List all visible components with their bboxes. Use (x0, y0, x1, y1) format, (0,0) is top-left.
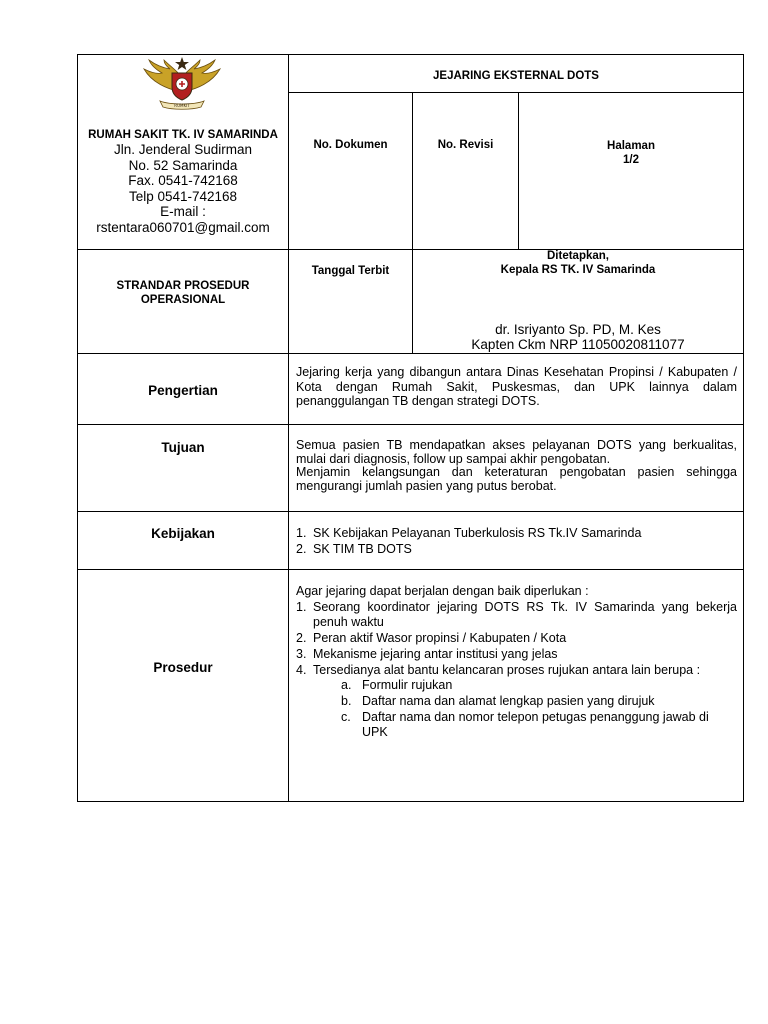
page-label: Halaman (607, 140, 655, 152)
list-item (290, 542, 737, 558)
org-address (78, 142, 288, 235)
set-by-title: Kepala RS TK. IV Samarinda (500, 264, 656, 276)
list-item (290, 710, 737, 741)
email-address: rstentara060701@gmail.com (96, 219, 270, 235)
list-item-text: Tersedianya alat bantu kelancaran proses rujukan antara lain berupa : (313, 662, 701, 677)
logo-caption: RUMKIT (174, 103, 190, 108)
issue-date-label: Tanggal Terbit (311, 265, 390, 277)
address-line: Fax. 0541-742168 (128, 173, 238, 188)
section-text-tujuan (296, 439, 737, 493)
section-text-pengertian: Jejaring kerja yang dibangun antara Dinas Kesehatan Propinsi / Kabupaten / Kota dengan Rumah Sakit, Puskesmas, dan UPK lainnya dalam penanggulangan TB dengan strategi DOTS. (296, 365, 737, 408)
kebijakan-list (290, 526, 737, 557)
list-item (290, 678, 737, 694)
document-title: JEJARING EKSTERNAL DOTS (433, 70, 599, 82)
page-info (519, 139, 743, 167)
list-item (290, 600, 737, 631)
list-item-text: Daftar nama dan alamat lengkap pasien yang dirujuk (362, 693, 655, 708)
list-marker: 1. (296, 599, 307, 614)
list-marker: 2. (296, 541, 307, 556)
list-marker: 1. (296, 526, 307, 540)
table-divider-row3 (77, 424, 744, 425)
list-item-text: Mekanisme jejaring antar institusi yang jelas (313, 646, 558, 661)
prosedur-content (290, 584, 737, 741)
list-marker: a. (341, 678, 352, 693)
tujuan-paragraph: Semua pasien TB mendapatkan akses pelayanan DOTS yang berkualitas, mulai dari diagnosis, follow up sampai akhir pengobatan. (296, 438, 737, 466)
tujuan-paragraph: Menjamin kelangsungan dan keteraturan pengobatan pasien sehingga mengurangi jumlah pasien yang putus berobat. (296, 465, 737, 493)
address-line: Telp 0541-742168 (128, 188, 238, 204)
prosedur-sublist (290, 678, 737, 741)
list-item (290, 694, 737, 710)
table-divider-row4 (77, 511, 744, 512)
table-divider-main (288, 54, 289, 802)
list-marker: 2. (296, 631, 307, 646)
list-item (290, 663, 737, 679)
list-item-text: Daftar nama dan nomor telepon petugas penanggung jawab di UPK (362, 709, 709, 740)
table-divider-col2 (412, 92, 413, 353)
list-item-text: SK Kebijakan Pelayanan Tuberkulosis RS Tk.IV Samarinda (313, 526, 642, 540)
prosedur-intro: Agar jejaring dapat berjalan dengan baik diperlukan : (296, 584, 589, 598)
section-label-prosedur: Prosedur (153, 660, 213, 675)
table-divider-row2 (77, 353, 744, 354)
table-border-bottom (77, 801, 744, 802)
table-divider-row5 (77, 569, 744, 570)
section-label-kebijakan: Kebijakan (151, 526, 215, 541)
org-info (78, 128, 288, 235)
list-item (290, 526, 737, 542)
list-marker: 3. (296, 646, 307, 661)
page-value: 1/2 (623, 154, 639, 166)
list-item (290, 631, 737, 647)
sop-label-line: OPERASIONAL (140, 294, 226, 306)
list-item (290, 647, 737, 663)
section-label-tujuan: Tujuan (161, 440, 205, 455)
org-name: RUMAH SAKIT TK. IV SAMARINDA (88, 129, 278, 141)
set-by-label: Ditetapkan, (547, 250, 609, 262)
table-border-right (743, 54, 744, 802)
doc-number-label: No. Dokumen (313, 139, 388, 151)
table-divider-col3 (518, 92, 519, 249)
address-line: Jln. Jenderal Sudirman (113, 142, 253, 157)
address-line: No. 52 Samarinda (128, 157, 238, 173)
list-marker: 4. (296, 662, 307, 677)
signer-name: dr. Isriyanto Sp. PD, M. Kes (495, 322, 661, 337)
sop-label-line: STRANDAR PROSEDUR (116, 280, 250, 292)
list-marker: b. (341, 693, 352, 708)
address-line: E-mail : (160, 204, 206, 219)
revision-number-label: No. Revisi (437, 139, 494, 151)
list-item-text: Formulir rujukan (362, 678, 453, 693)
signer-block (413, 322, 743, 352)
list-item-text: Seorang koordinator jejaring DOTS RS Tk. IV Samarinda yang bekerja penuh waktu (313, 599, 737, 630)
list-marker: c. (341, 709, 351, 724)
section-label-pengertian: Pengertian (148, 383, 218, 398)
approval-block (413, 249, 743, 277)
list-item-text: Peran aktif Wasor propinsi / Kabupaten / Kota (313, 631, 567, 646)
prosedur-list (290, 600, 737, 679)
sop-label (78, 279, 288, 307)
hospital-emblem-logo (138, 55, 226, 117)
signer-rank: Kapten Ckm NRP 11050020811077 (471, 337, 685, 352)
table-divider-title (288, 92, 744, 93)
list-item-text: SK TIM TB DOTS (313, 541, 412, 556)
